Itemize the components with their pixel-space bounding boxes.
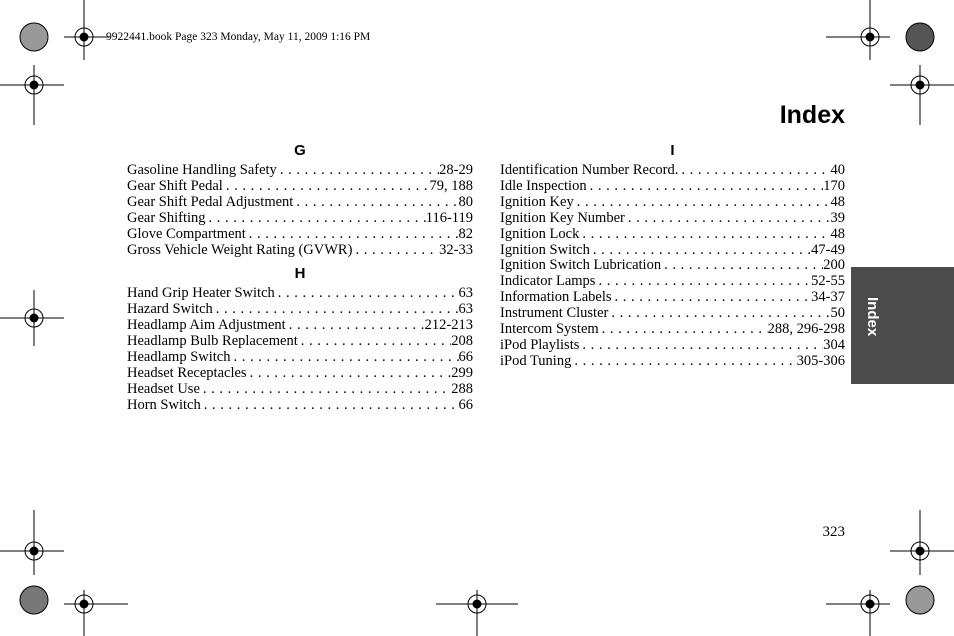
dot-leader	[213, 302, 459, 318]
index-entry	[127, 366, 473, 382]
page-title: Index	[779, 101, 845, 129]
index-term: iPod Playlists	[500, 336, 580, 353]
dot-leader	[579, 338, 823, 354]
dot-leader	[246, 227, 459, 243]
index-page-ref: 40	[830, 162, 845, 178]
index-page-ref: 63	[458, 285, 473, 302]
index-entry	[500, 274, 845, 290]
crosshair-mark	[436, 590, 518, 636]
section-letter-g: G	[294, 142, 306, 159]
index-term: Indicator Lamps	[500, 273, 596, 290]
index-page-ref: 34-37	[811, 289, 845, 306]
dot-leader	[352, 243, 439, 259]
index-entry	[500, 195, 845, 211]
index-page-ref: 66	[458, 396, 473, 413]
dot-leader	[579, 227, 830, 243]
index-term: Ignition Switch Lubrication	[500, 257, 662, 274]
crosshair-mark	[64, 0, 110, 60]
index-list-g	[127, 163, 473, 258]
index-term: Intercom System	[500, 321, 599, 338]
crosshair-mark	[826, 590, 890, 636]
index-entry	[500, 338, 845, 354]
index-entry	[127, 211, 473, 227]
dot-leader	[612, 290, 812, 306]
index-term: Gear Shifting	[127, 209, 206, 226]
index-term: Gross Vehicle Weight Rating (GVWR)	[127, 241, 353, 258]
index-term: Gasoline Handling Safety	[127, 162, 277, 178]
index-page-ref: 48	[830, 225, 845, 242]
crosshair-mark	[826, 0, 890, 60]
index-list-i	[500, 163, 845, 370]
index-term: Idle Inspection	[500, 177, 587, 194]
dot-leader	[571, 354, 796, 370]
index-term: Horn Switch	[127, 396, 201, 413]
index-page-ref: 288	[451, 380, 473, 397]
print-slug: 9922441.book Page 323 Monday, May 11, 2009 1:16 PM	[106, 31, 371, 43]
index-term: iPod Tuning	[500, 352, 572, 369]
dot-leader	[625, 211, 831, 227]
index-page-ref: 79, 188	[429, 177, 473, 194]
crosshair-mark	[890, 510, 954, 575]
registration-rosette	[906, 586, 934, 614]
index-page-ref: 82	[458, 225, 473, 242]
crosshair-mark	[0, 290, 64, 346]
index-term: Information Labels	[500, 289, 612, 306]
dot-leader	[201, 398, 459, 414]
index-page-ref: 52-55	[811, 273, 845, 290]
index-entry	[127, 302, 473, 318]
dot-leader	[298, 334, 452, 350]
index-entry	[127, 318, 473, 334]
index-entry	[127, 398, 473, 414]
index-page-ref: 80	[458, 193, 473, 210]
dot-leader	[574, 195, 831, 211]
index-page-ref: 305-306	[796, 352, 845, 369]
index-term: Headlamp Bulb Replacement	[127, 333, 298, 350]
index-page-ref: 200	[823, 257, 845, 274]
dot-leader	[223, 179, 430, 195]
dot-leader	[608, 306, 830, 322]
index-page-ref: 170	[823, 177, 845, 194]
index-term: Instrument Cluster	[500, 305, 609, 322]
index-term: Gear Shift Pedal Adjustment	[127, 193, 294, 210]
index-term: Headlamp Switch	[127, 349, 231, 366]
index-entry	[127, 179, 473, 195]
index-entry	[500, 290, 845, 306]
dot-leader	[200, 382, 451, 398]
index-page-ref: 39	[830, 209, 845, 226]
index-entry	[127, 334, 473, 350]
index-entry	[500, 179, 845, 195]
side-tab-label: Index	[864, 297, 881, 337]
crosshair-mark	[0, 65, 64, 125]
dot-leader	[595, 274, 811, 290]
dot-leader	[286, 318, 425, 334]
index-page-ref: 212-213	[424, 317, 473, 334]
index-page-ref: 28-29	[439, 162, 473, 178]
dot-leader	[277, 163, 439, 179]
index-page-ref: 288, 296-298	[767, 321, 845, 338]
index-page-ref: 48	[830, 193, 845, 210]
index-entry	[127, 195, 473, 211]
index-term: Ignition Lock	[500, 225, 580, 242]
index-page-ref: 66	[458, 349, 473, 366]
index-entry	[127, 227, 473, 243]
index-page-ref: 299	[451, 364, 473, 381]
index-page-ref: 208	[451, 333, 473, 350]
index-entry	[500, 258, 845, 274]
index-page-ref: 304	[823, 336, 845, 353]
index-term: Headlamp Aim Adjustment	[127, 317, 286, 334]
index-entry	[500, 211, 845, 227]
registration-rosette	[20, 23, 48, 51]
dot-leader	[587, 179, 824, 195]
index-column-left	[127, 141, 473, 414]
section-letter-h: H	[294, 265, 306, 283]
index-term: Hand Grip Heater Switch	[127, 285, 275, 302]
index-page-ref: 32-33	[439, 241, 473, 258]
dot-leader	[678, 163, 830, 179]
index-term: Glove Compartment	[127, 225, 246, 242]
index-entry	[127, 350, 473, 366]
index-term: Hazard Switch	[127, 301, 213, 318]
index-entry	[500, 243, 845, 259]
index-page-ref: 116-119	[425, 209, 473, 226]
index-term: Ignition Switch	[500, 241, 590, 258]
dot-leader	[247, 366, 452, 382]
index-entry	[500, 322, 845, 338]
dot-leader	[206, 211, 426, 227]
page-number: 323	[822, 524, 845, 540]
index-list-h	[127, 286, 473, 413]
index-term: Identification Number Record.	[500, 162, 679, 178]
index-entry	[127, 243, 473, 259]
index-entry	[127, 163, 473, 179]
index-page-ref: 47-49	[811, 241, 845, 258]
index-term: Ignition Key Number	[500, 209, 625, 226]
registration-rosette	[20, 586, 48, 614]
index-term: Headset Receptacles	[127, 364, 247, 381]
section-letter-i: I	[670, 142, 675, 159]
index-entry	[500, 306, 845, 322]
index-entry	[500, 354, 845, 370]
index-term: Gear Shift Pedal	[127, 177, 223, 194]
dot-leader	[661, 258, 823, 274]
index-column-right	[500, 141, 845, 370]
crosshair-mark	[64, 590, 128, 636]
index-entry	[127, 286, 473, 302]
dot-leader	[231, 350, 459, 366]
crosshair-mark	[0, 510, 64, 575]
dot-leader	[293, 195, 458, 211]
index-term: Ignition Key	[500, 193, 574, 210]
index-entry	[127, 382, 473, 398]
index-term: Headset Use	[127, 380, 200, 397]
index-page-ref: 50	[830, 305, 845, 322]
dot-leader	[590, 243, 811, 259]
registration-rosette	[906, 23, 934, 51]
crosshair-mark	[890, 65, 954, 125]
index-entry	[500, 227, 845, 243]
index-entry	[500, 163, 845, 179]
index-page-ref: 63	[458, 301, 473, 318]
dot-leader	[599, 322, 768, 338]
dot-leader	[275, 286, 459, 302]
